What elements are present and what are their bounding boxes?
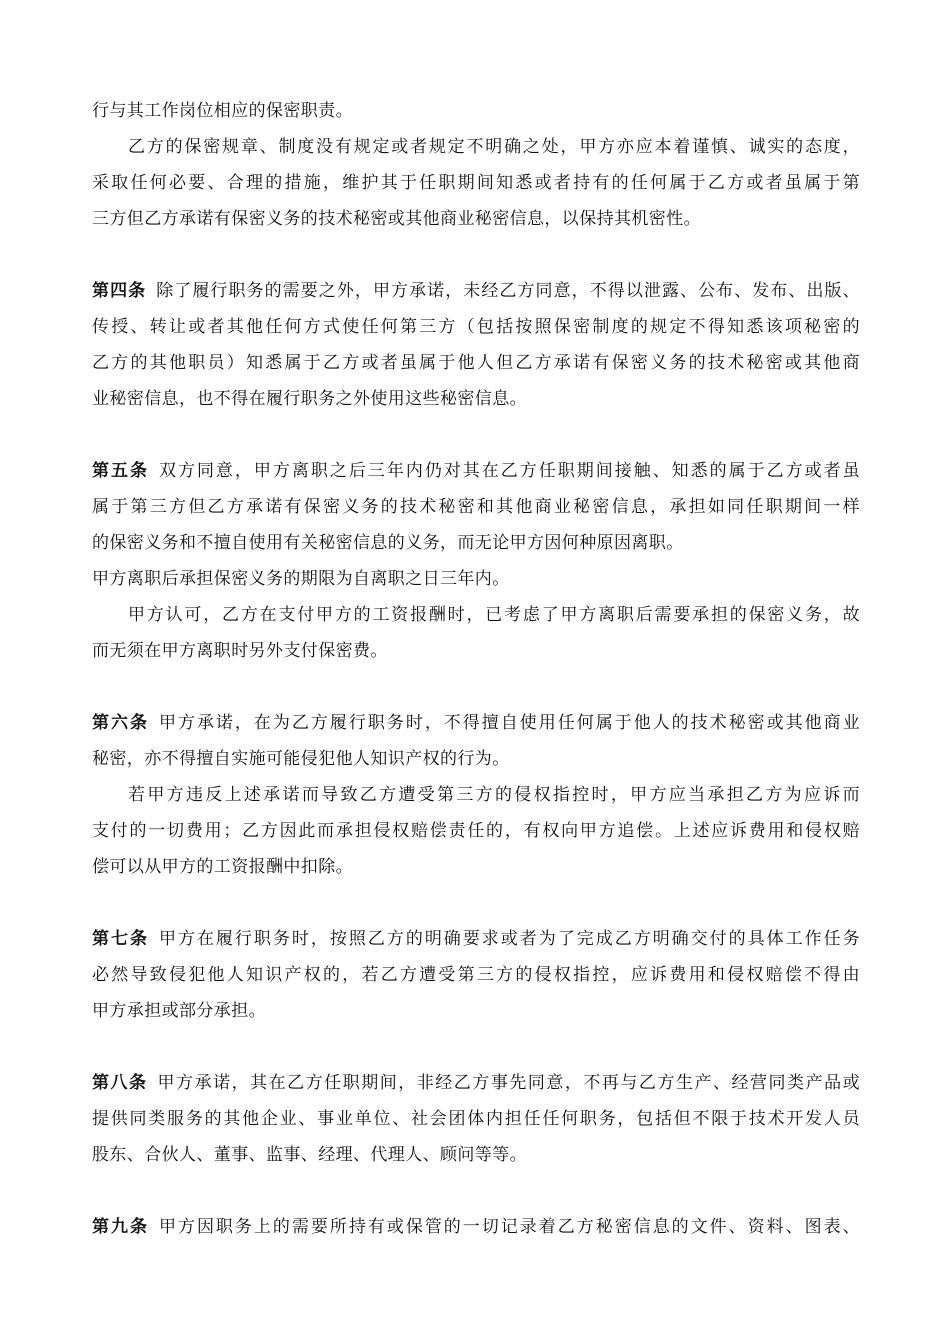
text-line: 甲方承担或部分承担。 <box>92 1001 266 1021</box>
text-line: 除了履行职务的需要之外，甲方承诺，未经乙方同意，不得以泄露、公布、发布、出版、 <box>156 281 860 301</box>
text-line: 支付的一切费用；乙方因此而承担侵权赔偿责任的，有权向甲方追偿。上述应诉费用和侵权赔 <box>92 821 860 841</box>
article-9-first-line <box>92 1215 860 1239</box>
text-line: 三方但乙方承诺有保密义务的技术秘密或其他商业秘密信息，以保持其机密性。 <box>92 209 701 229</box>
text-line: 乙方的保密规章、制度没有规定或者规定不明确之处，甲方亦应本着谨慎、诚实的态度， <box>128 137 860 157</box>
text-line: 偿可以从甲方的工资报酬中扣除。 <box>92 857 353 877</box>
article-8-label: 第八条 <box>92 1073 148 1093</box>
text-line: 甲方承诺，在为乙方履行职务时，不得擅自使用任何属于他人的技术秘密或其他商业 <box>158 713 860 733</box>
text-line: 甲方在履行职务时，按照乙方的明确要求或者为了完成乙方明确交付的具体工作任务 <box>158 929 860 949</box>
text-line: 甲方因职务上的需要所持有或保管的一切记录着乙方秘密信息的文件、资料、图表、 <box>158 1217 860 1237</box>
text-line: 秘密，亦不得擅自实施可能侵犯他人知识产权的行为。 <box>92 749 510 769</box>
text-line: 行与其工作岗位相应的保密职责。 <box>92 101 353 121</box>
text-line: 双方同意，甲方离职之后三年内仍对其在乙方任职期间接触、知悉的属于乙方或者虽 <box>158 461 860 481</box>
text-line: 采取任何必要、合理的措施，维护其于任职期间知悉或者持有的任何属于乙方或者虽属于第 <box>92 173 860 193</box>
text-line: 股东、合伙人、董事、监事、经理、代理人、顾问等等。 <box>92 1145 527 1165</box>
article-9-label: 第九条 <box>92 1217 149 1237</box>
article-4-first-line <box>92 279 860 303</box>
text-line: 属于第三方但乙方承诺有保密义务的技术秘密和其他商业秘密信息，承担如同任职期间一样 <box>92 497 860 517</box>
article-6-label: 第六条 <box>92 713 149 733</box>
text-line: 乙方的其他职员）知悉属于乙方或者虽属于他人但乙方承诺有保密义务的技术秘密或其他商 <box>92 353 860 373</box>
text-line: 必然导致侵犯他人知识产权的，若乙方遭受第三方的侵权指控，应诉费用和侵权赔偿不得由 <box>92 965 860 985</box>
text-line: 传授、转让或者其他任何方式使任何第三方（包括按照保密制度的规定不得知悉该项秘密的 <box>92 317 860 337</box>
text-line: 甲方离职后承担保密义务的期限为自离职之日三年内。 <box>92 569 510 589</box>
article-7-label: 第七条 <box>92 929 149 949</box>
article-5-first-line <box>92 459 860 483</box>
article-6-first-line <box>92 711 860 735</box>
text-line: 甲方承诺，其在乙方任职期间，非经乙方事先同意，不再与乙方生产、经营同类产品或 <box>157 1073 860 1093</box>
article-8-first-line <box>92 1071 860 1095</box>
text-line: 的保密义务和不擅自使用有关秘密信息的义务，而无论甲方因何种原因离职。 <box>92 533 684 553</box>
text-line: 甲方认可，乙方在支付甲方的工资报酬时，已考虑了甲方离职后需要承担的保密义务，故 <box>128 605 860 625</box>
text-line: 若甲方违反上述承诺而导致乙方遭受第三方的侵权指控时，甲方应当承担乙方为应诉而 <box>128 785 860 805</box>
text-line: 提供同类服务的其他企业、事业单位、社会团体内担任任何职务，包括但不限于技术开发人员 <box>92 1109 860 1129</box>
text-line: 而无须在甲方离职时另外支付保密费。 <box>92 641 388 661</box>
text-line: 业秘密信息，也不得在履行职务之外使用这些秘密信息。 <box>92 389 527 409</box>
article-4-label: 第四条 <box>92 281 147 301</box>
article-5-label: 第五条 <box>92 461 149 481</box>
article-7-first-line <box>92 927 860 951</box>
